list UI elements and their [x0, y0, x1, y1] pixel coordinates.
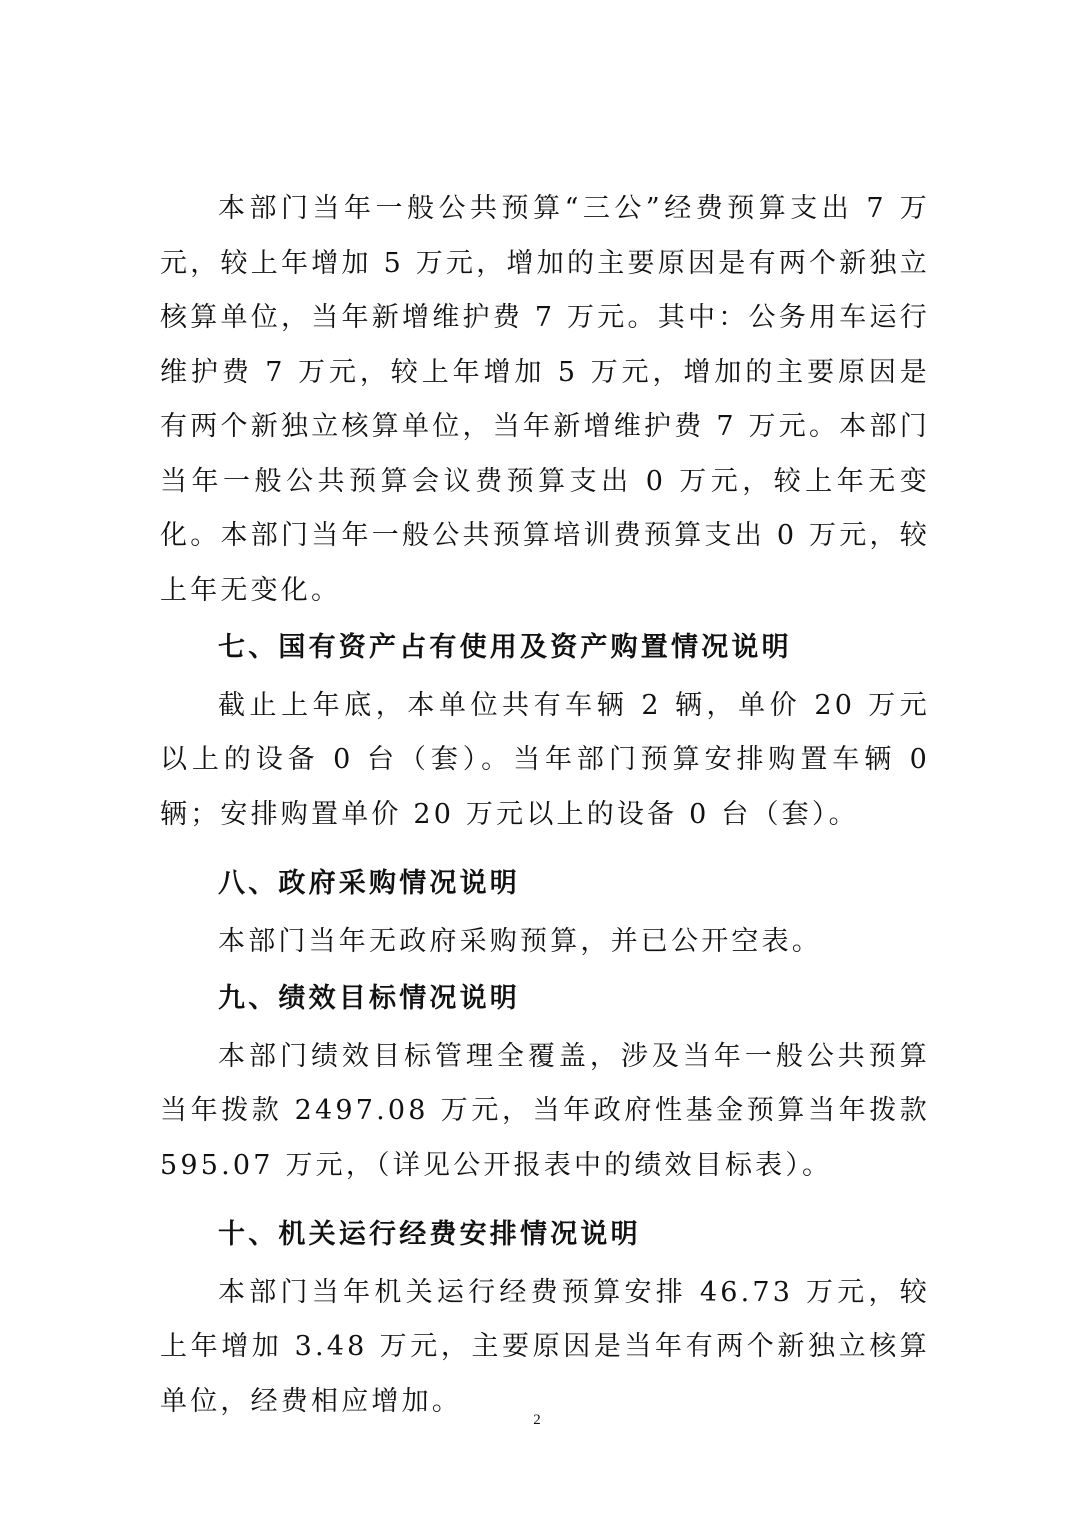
paragraph-state-assets: 截止上年底，本单位共有车辆 2 辆，单价 20 万元以上的设备 0 台（套）。当年部门预算安排购置车辆 0 辆；安排购置单价 20 万元以上的设备 0 台（套）。	[160, 689, 930, 830]
section-heading-9: 九、绩效目标情况说明	[218, 983, 520, 1014]
paragraph-government-procurement: 本部门当年无政府采购预算，并已公开空表。	[218, 925, 822, 957]
document-body	[160, 182, 930, 1429]
paragraph-performance-targets: 本部门绩效目标管理全覆盖，涉及当年一般公共预算当年拨款 2497.08 万元，当年政府性基金预算当年拨款 595.07 万元，（详见公开报表中的绩效目标表）。	[160, 1040, 930, 1181]
section-heading-10: 十、机关运行经费安排情况说明	[218, 1219, 641, 1250]
paragraph-operating-expenses: 本部门当年机关运行经费预算安排 46.73 万元，较上年增加 3.48 万元，主要原因是当年有两个新独立核算单位，经费相应增加。	[160, 1276, 930, 1417]
section-heading-8: 八、政府采购情况说明	[218, 868, 520, 899]
section-heading-7: 七、国有资产占有使用及资产购置情况说明	[218, 632, 792, 663]
spacer	[160, 842, 930, 854]
page-number: 2	[533, 1412, 541, 1428]
spacer	[160, 1193, 930, 1205]
paragraph-three-public-expenses: 本部门当年一般公共预算“三公”经费预算支出 7 万元，较上年增加 5 万元，增加的主要原因是有两个新独立核算单位，当年新增维护费 7 万元。其中：公务用车运行维护费 7 万元，较上年增加 5 万元，增加的主要原因是有两个新独立核算单位，当年新增维护费 7 万元。本部门当年一般公共预算会议费预算支出 0 万元，较上年无变化。本部门当年一般公共预算培训费预算支出 0 万元，较上年无变化。	[160, 193, 930, 606]
